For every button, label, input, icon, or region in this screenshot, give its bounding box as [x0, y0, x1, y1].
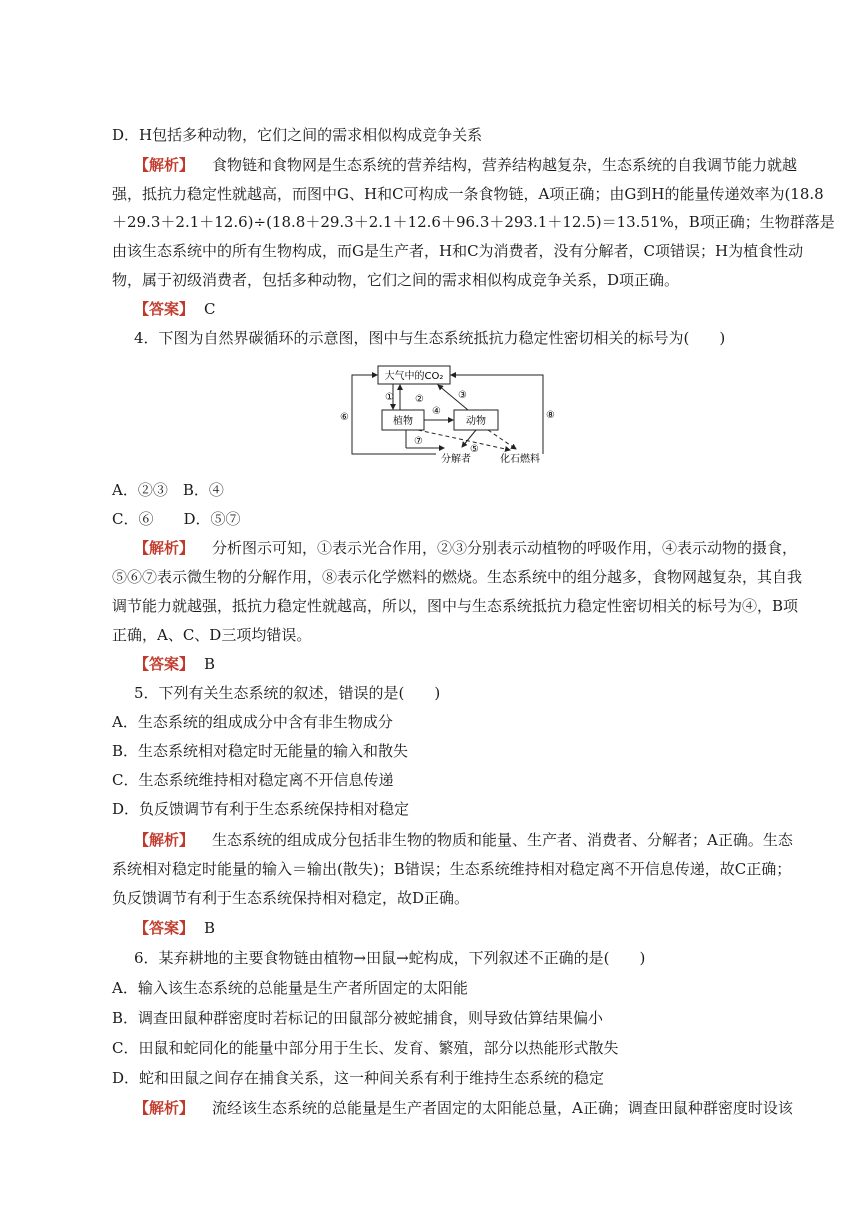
- q5-question: 5．下列有关生态系统的叙述，错误的是( ): [134, 684, 441, 702]
- fossil-fuel-label: 化石燃料: [500, 454, 540, 465]
- q3-option-d: D．H包括多种动物，它们之间的需求相似构成竞争关系: [112, 126, 483, 144]
- q3-analysis-line-2: 强，抵抗力稳定性就越高，而图中G、H和C可构成一条食物链，A项正确；由G到H的能量传递效率为(18.8: [112, 185, 824, 203]
- analysis-tag: 【解析】: [134, 831, 195, 849]
- atmosphere-label: 大气中的CO₂: [384, 371, 444, 382]
- answer-tag: 【答案】: [134, 655, 195, 673]
- answer-tag: 【答案】: [134, 919, 195, 937]
- q6-option-c: C．田鼠和蛇同化的能量中部分用于生长、发育、繁殖，部分以热能形式散失: [112, 1039, 619, 1057]
- q6-question: 6．某弃耕地的主要食物链由植物→田鼠→蛇构成，下列叙述不正确的是( ): [134, 949, 646, 967]
- q3-analysis-line-5: 物，属于初级消费者，包括多种动物，它们之间的需求相似构成竞争关系，D项正确。: [112, 271, 680, 289]
- q4-question: 4．下图为自然界碳循环的示意图，图中与生态系统抵抗力稳定性密切相关的标号为( ): [134, 329, 726, 347]
- q3-answer: 【答案】 C: [134, 300, 216, 318]
- label-1: ①: [385, 392, 394, 403]
- analysis-tag: 【解析】: [134, 156, 195, 174]
- dashed-animal-to-fossil: [488, 430, 516, 449]
- q4-analysis-line-2: ⑤⑥⑦表示微生物的分解作用，⑧表示化学燃料的燃烧。生态系统中的组分越多，食物网越复杂，其自我: [112, 568, 803, 586]
- decomposer-label: 分解者: [441, 454, 471, 465]
- q4-answer: 【答案】 B: [134, 655, 216, 673]
- q6-option-a: A．输入该生态系统的总能量是生产者所固定的太阳能: [112, 979, 468, 997]
- q3-analysis-line-1: 【解析】 食物链和食物网是生态系统的营养结构，营养结构越复杂，生态系统的自我调节能力就越: [134, 156, 798, 174]
- label-5: ⑤: [470, 444, 479, 455]
- analysis-tag: 【解析】: [134, 1099, 195, 1117]
- q3-analysis-line-3: ＋29.3＋2.1＋12.6)÷(18.8＋29.3＋2.1＋12.6＋96.3＋293.1＋12.5)＝13.51%，B项正确；生物群落是: [112, 213, 835, 231]
- q6-analysis-line-1: 【解析】 流经该生态系统的总能量是生产者固定的太阳能总量，A正确；调查田鼠种群密度时设该: [134, 1099, 793, 1117]
- q5-option-b: B．生态系统相对稳定时无能量的输入和散失: [112, 742, 409, 760]
- carbon-cycle-diagram: [338, 362, 558, 467]
- q5-option-c: C．生态系统维持相对稳定离不开信息传递: [112, 771, 394, 789]
- label-7: ⑦: [414, 436, 423, 447]
- q5-option-a: A．生态系统的组成成分中含有非生物成分: [112, 713, 393, 731]
- label-6: ⑥: [340, 412, 349, 423]
- q6-option-b: B．调查田鼠种群密度时若标记的田鼠部分被蛇捕食，则导致估算结果偏小: [112, 1009, 604, 1027]
- q5-option-d: D．负反馈调节有利于生态系统保持相对稳定: [112, 800, 410, 818]
- q6-option-d: D．蛇和田鼠之间存在捕食关系，这一种间关系有利于维持生态系统的稳定: [112, 1069, 605, 1087]
- animal-label: 动物: [466, 416, 486, 427]
- q4-analysis-line-4: 正确，A、C、D三项均错误。: [112, 626, 312, 644]
- q4-options-row-2: C．⑥ D．⑤⑦: [112, 510, 241, 528]
- analysis-tag: 【解析】: [134, 539, 195, 557]
- q4-options-row-1: A．②③ B．④: [112, 481, 224, 499]
- answer-tag: 【答案】: [134, 300, 195, 318]
- dashed-plant-to-fossil: [418, 430, 510, 450]
- label-3: ③: [458, 390, 467, 401]
- plant-label: 植物: [393, 416, 413, 427]
- label-4: ④: [432, 406, 441, 417]
- label-8: ⑧: [546, 410, 555, 421]
- q5-answer: 【答案】 B: [134, 919, 216, 937]
- q4-analysis-line-3: 调节能力就越强，抵抗力稳定性就越高，所以，图中与生态系统抵抗力稳定性密切相关的标号为④，B项: [112, 597, 799, 615]
- q5-analysis-line-1: 【解析】 生态系统的组成成分包括非生物的物质和能量、生产者、消费者、分解者；A正确。生态: [134, 831, 793, 849]
- q4-analysis-line-1: 【解析】 分析图示可知，①表示光合作用，②③分别表示动植物的呼吸作用，④表示动物的摄食，: [134, 539, 798, 557]
- q5-analysis-line-2: 系统相对稳定时能量的输入＝输出(散失)；B错误；生态系统维持相对稳定离不开信息传递，故C正确；: [112, 860, 792, 878]
- q5-analysis-line-3: 负反馈调节有利于生态系统保持相对稳定，故D正确。: [112, 889, 470, 907]
- label-2: ②: [415, 394, 424, 405]
- q3-analysis-line-4: 由该生态系统中的所有生物构成，而G是生产者，H和C为消费者，没有分解者，C项错误；H为植食性动: [112, 242, 804, 260]
